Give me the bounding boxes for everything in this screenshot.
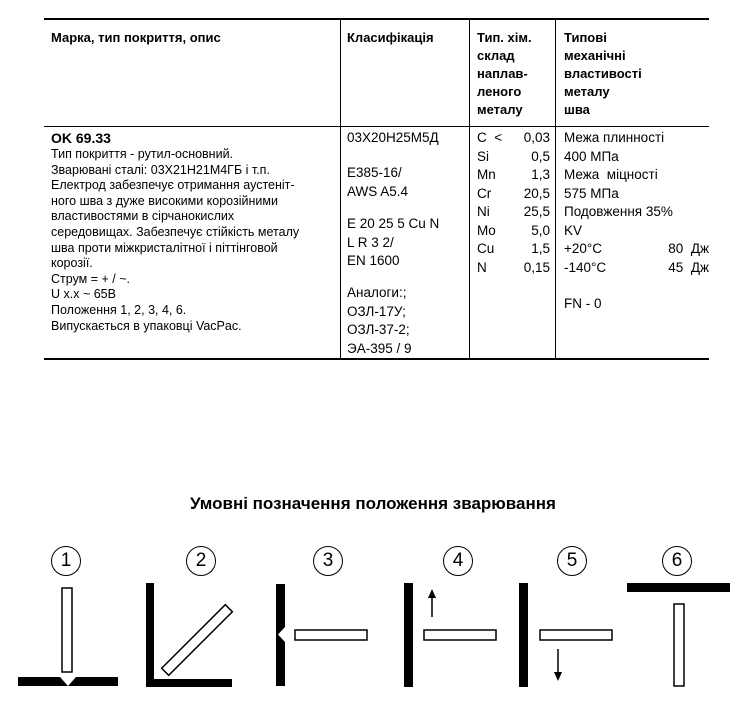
desc-line: Струм = + / ~. [51,271,131,286]
mech-yield-label: Межа плинності [564,130,665,145]
chem-value: 25,5 [523,204,550,219]
desc-line: середовищах. Забезпечує стійкість металу [51,224,300,239]
header-mechanical-line: механічні [564,48,626,63]
product-name: OK 69.33 [51,130,111,146]
mech-kv-value: 45 Дж [668,259,709,275]
position-number-5: 5 [557,546,587,576]
desc-line: Електрод забезпечує отримання аустеніт- [51,178,295,193]
header-chemistry-line: леного [477,84,522,99]
flat-position-icon [18,588,118,686]
classification-line: ОЗЛ-37-2; [347,322,410,337]
mech-kv-value: 80 Дж [668,241,709,256]
desc-line: шва проти міжкристалітної і піттінговой [51,240,278,255]
overhead-position-icon [627,583,730,686]
mech-tensile-value: 575 МПа [564,185,619,201]
horizontal-fillet-icon [146,583,232,687]
vertical-up-position-icon [404,583,496,687]
horizontal-position-icon [276,584,367,686]
classification-line: ЭА-395 / 9 [347,340,412,356]
position-number-2: 2 [186,546,216,576]
header-mechanical-line: шва [564,102,590,117]
mech-kv-temp: +20°C [564,241,603,256]
classification-grade: 03Х20Н25М5Д [347,130,439,145]
desc-line: Випускається в упаковці VacPac. [51,318,242,333]
classification-line: L R 3 2/ [347,234,394,250]
chem-value: 5,0 [531,222,550,238]
classification-line: Аналоги:; [347,285,407,300]
vertical-down-position-icon [519,583,612,687]
chem-operator: < [494,130,503,145]
classification-line: EN 1600 [347,253,400,268]
header-brand: Марка, тип покриття, опис [51,30,221,45]
chem-element: C [477,130,487,145]
positions-title: Умовні позначення положення зварювання [190,494,556,513]
desc-line: Тип покриття - рутил-основний. [51,147,234,161]
chem-value: 0,03 [523,130,550,145]
desc-line: Положення 1, 2, 3, 4, 6. [51,302,187,317]
header-mechanical-line: властивості [564,66,642,81]
classification-line: Е385-16/ [347,165,402,180]
position-number-4: 4 [443,546,473,576]
chem-value: 0,5 [531,148,550,164]
header-chemistry-line: металу [477,102,523,117]
mech-kv: KV [564,222,583,238]
position-number-1: 1 [51,546,81,576]
header-mechanical-line: Типові [564,30,607,45]
position-number-3: 3 [313,546,343,576]
chem-value: 20,5 [523,185,550,201]
chem-element: Cr [477,185,492,201]
classification-line: ОЗЛ-17У; [347,303,406,319]
chem-element: Cu [477,241,495,256]
header-chemistry-line: Тип. хім. [477,30,532,45]
mech-ferrite-number: FN - 0 [564,296,602,311]
desc-line: ного шва з дуже високими корозійними [51,193,278,208]
header-classification: Класифікація [347,30,434,45]
mech-elongation: Подовження 35% [564,204,673,219]
mech-tensile-label: Межа міцності [564,167,658,182]
chem-value: 1,5 [531,241,550,256]
header-mechanical-line: металу [564,84,610,99]
desc-line: U x.x ~ 65В [51,287,116,302]
chem-value: 1,3 [531,167,550,182]
chem-element: N [477,259,487,275]
chem-element: Mo [477,222,496,238]
classification-line: AWS A5.4 [347,183,409,199]
desc-line: властивостями в сірчанокислих [51,209,235,224]
mech-yield-value: 400 МПа [564,148,619,164]
chem-element: Mn [477,167,496,182]
header-chemistry-line: наплав- [477,66,528,81]
classification-line: E 20 25 5 Cu N [347,216,440,231]
desc-line: корозії. [51,256,93,271]
chem-element: Ni [477,204,490,219]
desc-line: Зварювані сталі: 03Х21Н21М4ГБ і т.п. [51,162,270,177]
position-number-6: 6 [662,546,692,576]
header-chemistry-line: склад [477,48,515,63]
chem-element: Si [477,148,490,164]
chem-value: 0,15 [523,259,550,275]
mech-kv-temp: -140°C [564,259,607,275]
